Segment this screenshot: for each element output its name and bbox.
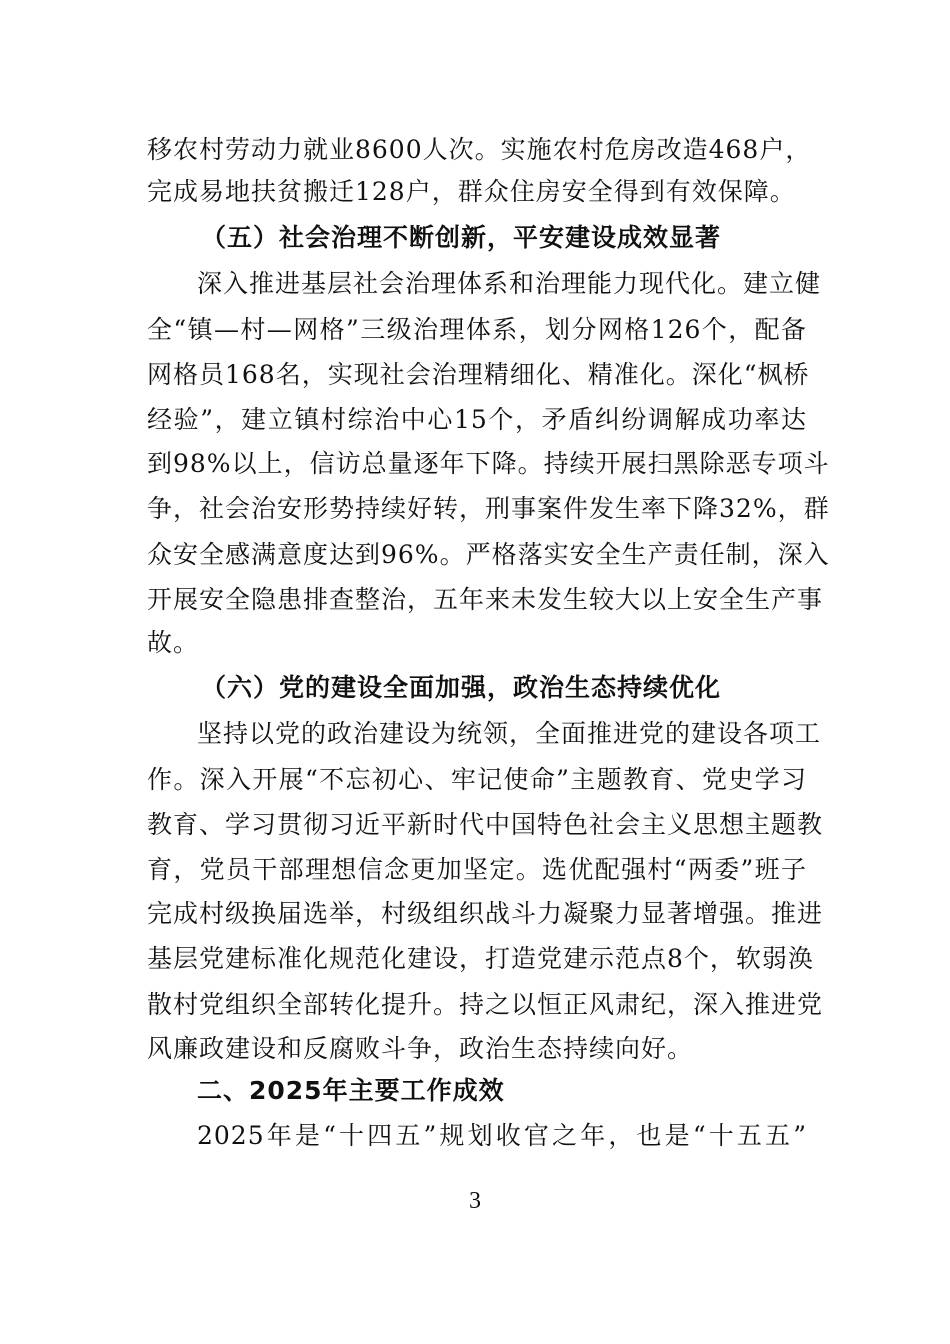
paragraph-line: 众安全感满意度达到96%。严格落实安全生产责任制，深入 [147, 540, 830, 569]
paragraph-line: 作。深入开展“不忘初心、牢记使命”主题教育、党史学习 [147, 765, 807, 794]
chapter-heading-2: 二、2025年主要工作成效 [197, 1076, 505, 1105]
paragraph-line: 教育、学习贯彻习近平新时代中国特色社会主义思想主题教 [147, 810, 824, 839]
page-number: 3 [469, 1188, 481, 1214]
paragraph-line: 开展安全隐患排查整治，五年来未发生较大以上安全生产事 [147, 585, 824, 614]
paragraph-line: 网格员168名，实现社会治理精细化、精准化。深化“枫桥 [147, 360, 810, 389]
paragraph-line: 经验”，建立镇村综治中心15个，矛盾纠纷调解成功率达 [147, 405, 807, 434]
paragraph-line: 全“镇—村—网格”三级治理体系，划分网格126个，配备 [147, 315, 807, 344]
paragraph-line: 风廉政建设和反腐败斗争，政治生态持续向好。 [147, 1034, 694, 1063]
paragraph-line: 到98%以上，信访总量逐年下降。持续开展扫黑除恶专项斗 [147, 449, 830, 478]
paragraph-line: 育，党员干部理想信念更加坚定。选优配强村“两委”班子 [147, 855, 807, 884]
paragraph-line: 移农村劳动力就业8600人次。实施农村危房改造468户， [147, 135, 812, 164]
paragraph-line: 深入推进基层社会治理体系和治理能力现代化。建立健 [197, 269, 822, 298]
paragraph-line: 故。 [147, 628, 200, 657]
paragraph-line: 基层党建标准化规范化建设，打造党建示范点8个，软弱涣 [147, 944, 814, 973]
paragraph-line: 散村党组织全部转化提升。持之以恒正风肃纪，深入推进党 [147, 990, 824, 1019]
paragraph-line: 争，社会治安形势持续好转，刑事案件发生率下降32%，群 [147, 494, 830, 523]
paragraph-line: 2025年是“十四五”规划收官之年，也是“十五五” [197, 1121, 807, 1150]
paragraph-line: 完成村级换届选举，村级组织战斗力凝聚力显著增强。推进 [147, 899, 824, 928]
section-heading-6: （六）党的建设全面加强，政治生态持续优化 [201, 673, 722, 702]
paragraph-line: 坚持以党的政治建设为统领，全面推进党的建设各项工 [197, 719, 822, 748]
paragraph-line: 完成易地扶贫搬迁128户，群众住房安全得到有效保障。 [147, 177, 796, 206]
section-heading-5: （五）社会治理不断创新，平安建设成效显著 [201, 223, 722, 252]
